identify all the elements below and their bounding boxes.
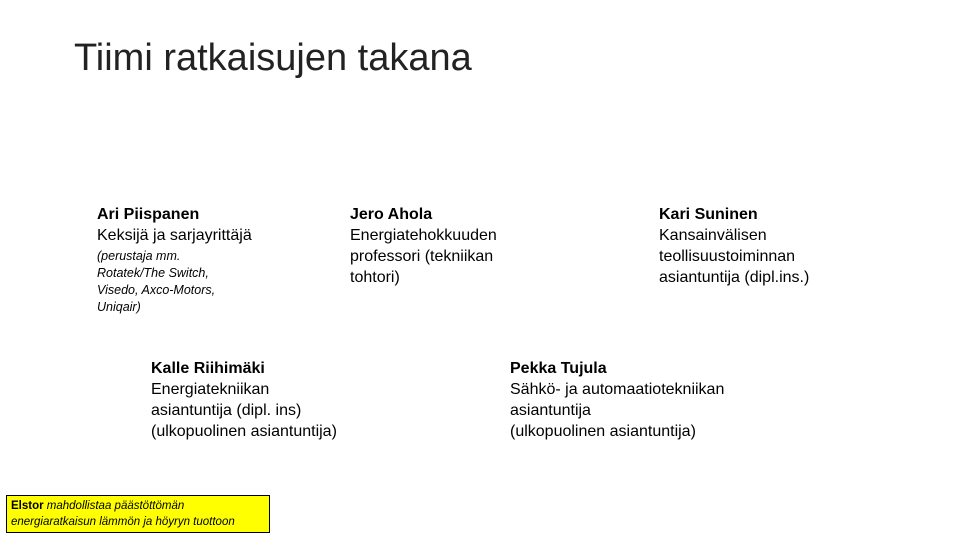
- member-role: professori (tekniikan: [350, 248, 494, 265]
- member-role: Energiatekniikan: [151, 381, 270, 398]
- member-role: asiantuntija (dipl.ins.): [659, 269, 810, 286]
- member-note-line: Rotatek/The Switch,: [97, 266, 209, 280]
- member-role: teollisuustoiminnan: [659, 248, 796, 265]
- member-role: Energiatehokkuuden: [350, 227, 497, 244]
- member-role: (ulkopuolinen asiantuntija): [510, 423, 696, 440]
- member-name: Pekka Tujula: [510, 360, 607, 377]
- elstor-callout-box: [6, 495, 270, 533]
- member-note: [97, 248, 307, 316]
- member-role: (ulkopuolinen asiantuntija): [151, 423, 337, 440]
- callout-brand: Elstor: [11, 500, 44, 512]
- team-member-ari-piispanen: [97, 204, 307, 316]
- member-role: asiantuntija: [510, 402, 591, 419]
- callout-text-line2: energiaratkaisun lämmön ja höyryn tuottoon: [11, 516, 235, 528]
- member-role: Sähkö- ja automaatiotekniikan: [510, 381, 725, 398]
- member-note-line: Uniqair): [97, 300, 141, 314]
- member-name: Kalle Riihimäki: [151, 360, 265, 377]
- team-member-jero-ahola: [350, 204, 550, 288]
- member-role: Keksijä ja sarjayrittäjä: [97, 227, 252, 244]
- member-name: Kari Suninen: [659, 206, 758, 223]
- callout-text: mahdollistaa päästöttömän: [43, 500, 185, 512]
- member-note-line: (perustaja mm.: [97, 249, 181, 263]
- member-role: Kansainvälisen: [659, 227, 767, 244]
- member-role: asiantuntija (dipl. ins): [151, 402, 302, 419]
- member-note-line: Visedo, Axco-Motors,: [97, 283, 216, 297]
- member-name: Jero Ahola: [350, 206, 433, 223]
- team-member-kari-suninen: [659, 204, 859, 288]
- team-member-kalle-riihimaki: [151, 358, 411, 442]
- member-name: Ari Piispanen: [97, 206, 200, 223]
- member-role: tohtori): [350, 269, 400, 286]
- team-member-pekka-tujula: [510, 358, 790, 442]
- slide-title: Tiimi ratkaisujen takana: [74, 37, 472, 79]
